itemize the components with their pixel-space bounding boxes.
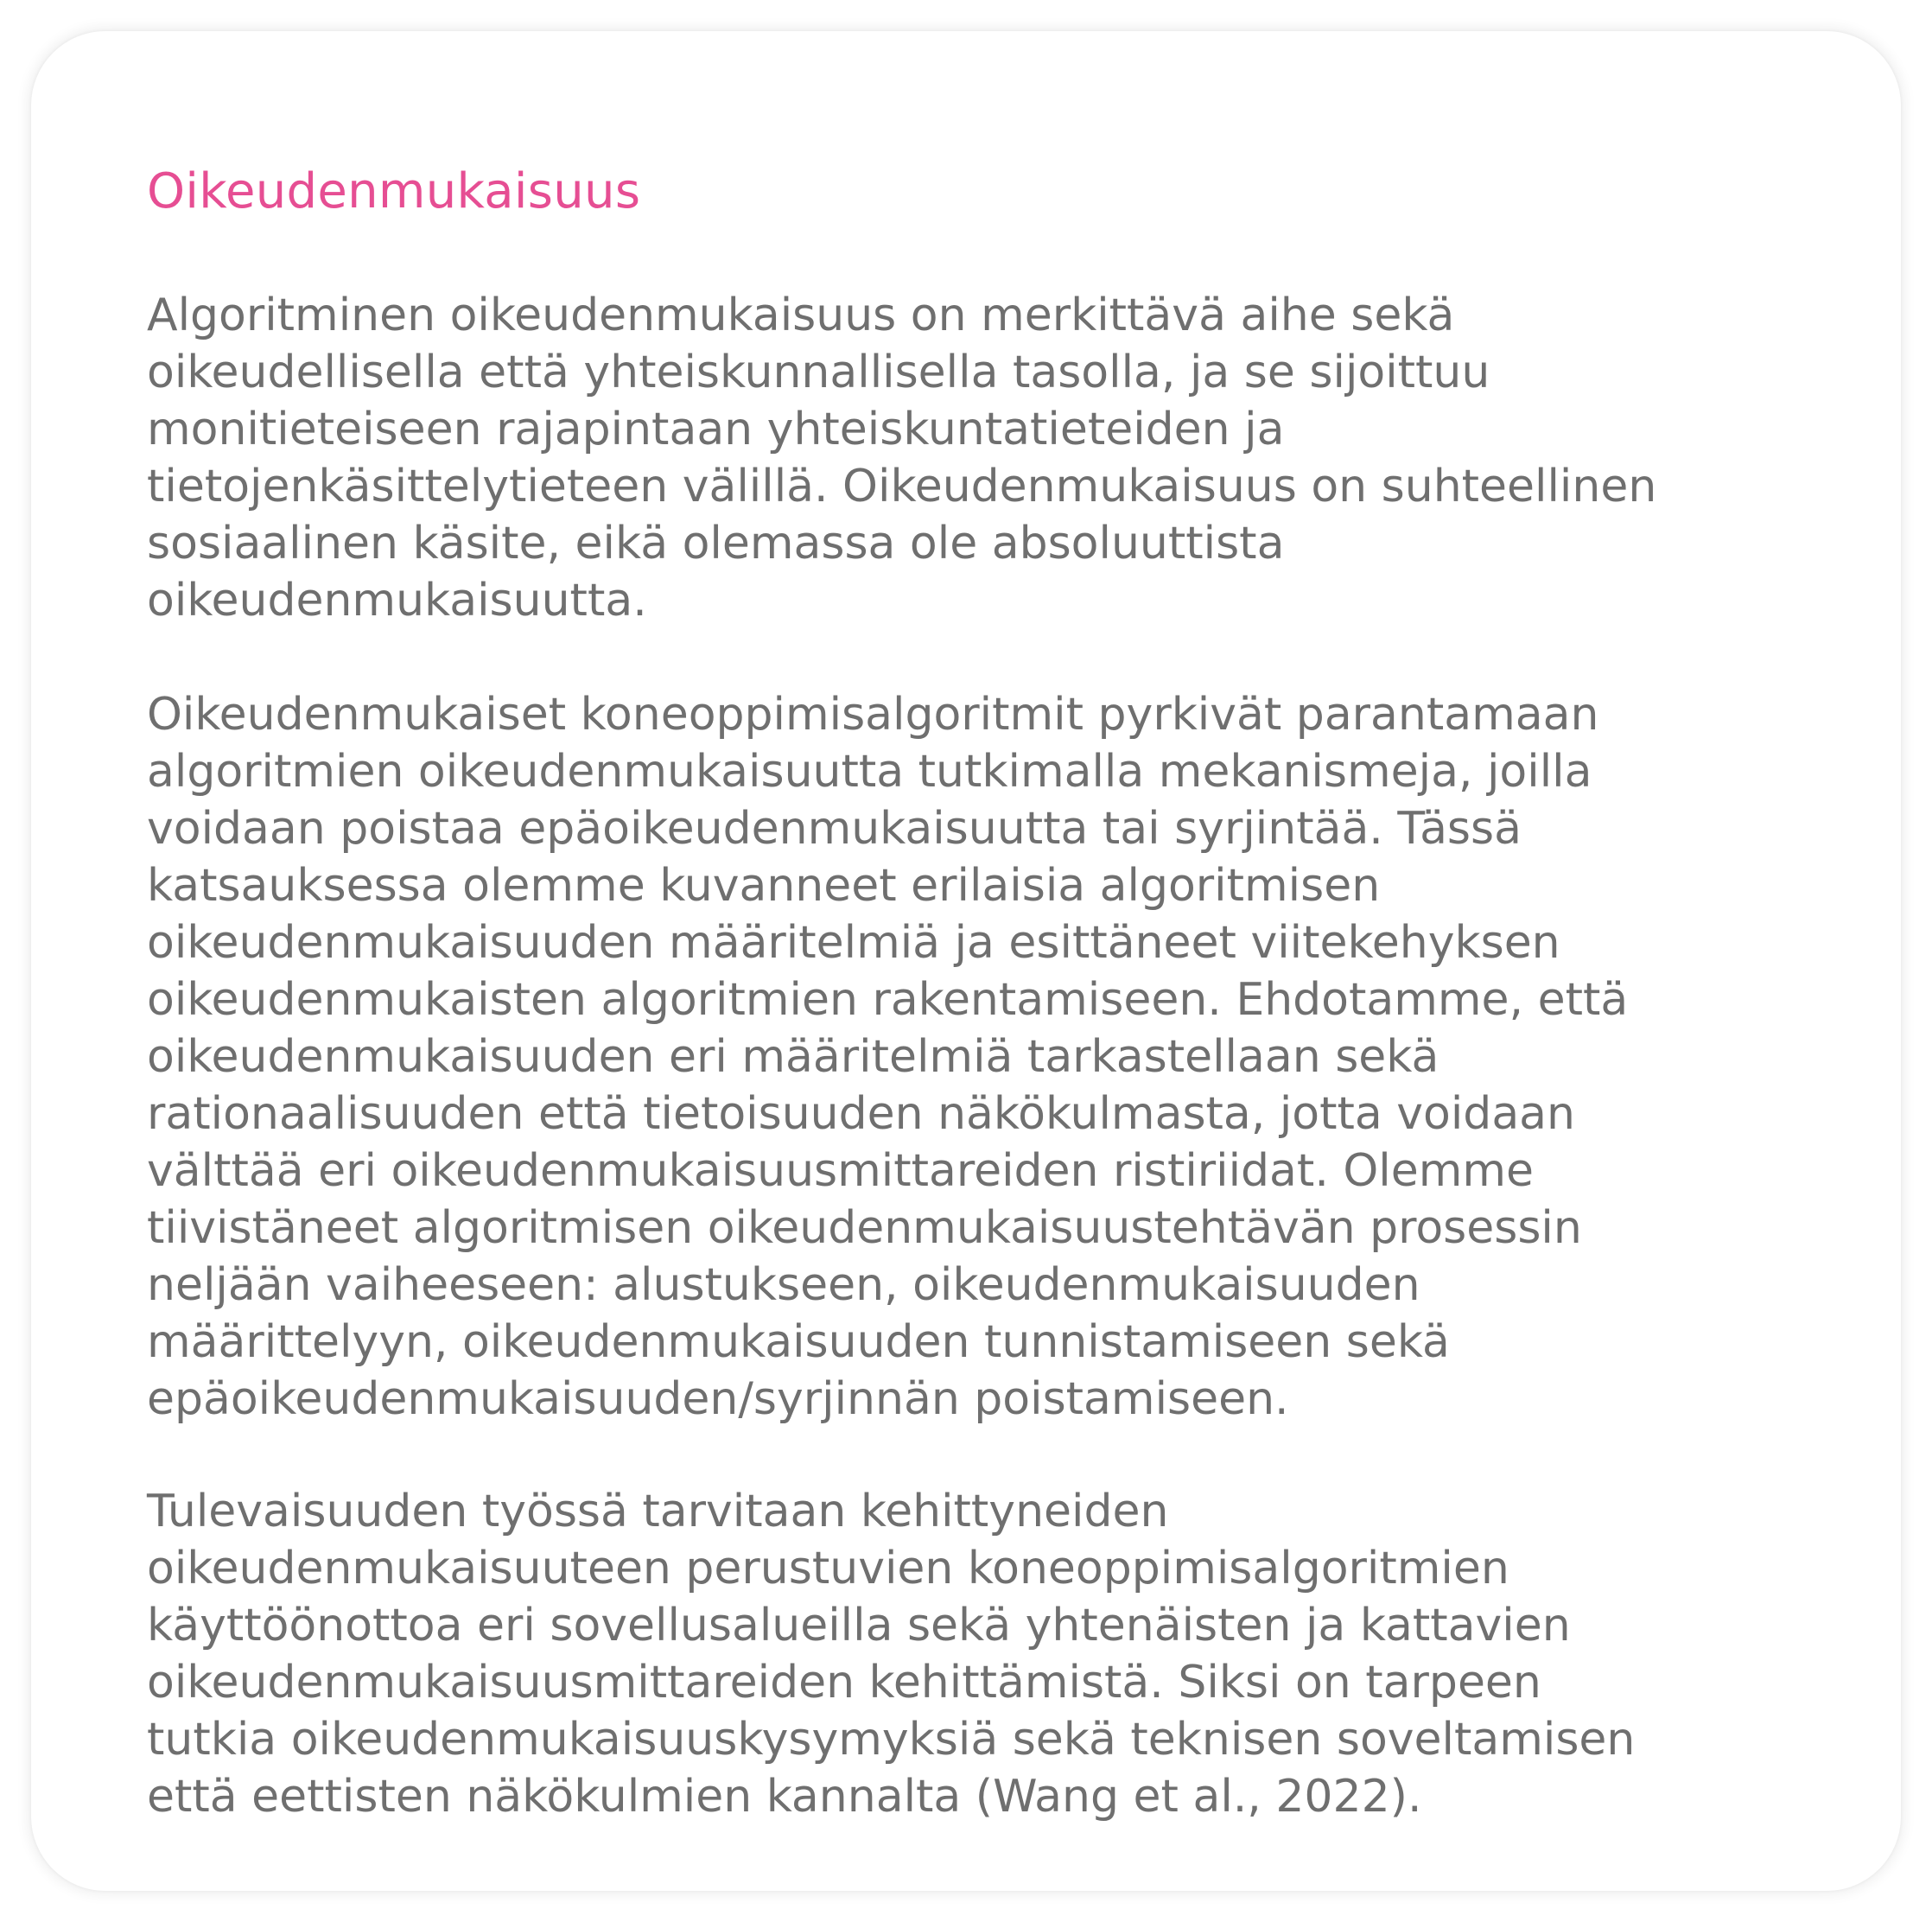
text-line: että eettisten näkökulmien kannalta (Wang et al., 2022). — [147, 1771, 1422, 1823]
card-content — [147, 161, 1814, 1823]
text-line: voidaan poistaa epäoikeudenmukaisuutta tai syrjintää. Tässä — [147, 803, 1522, 855]
paragraph-2 — [147, 686, 1628, 1428]
text-line: oikeudenmukaisuutta. — [147, 575, 647, 627]
text-line: algoritmien oikeudenmukaisuutta tutkimalla mekanismeja, joilla — [147, 746, 1592, 798]
text-line: katsauksessa olemme kuvanneet erilaisia algoritmisen — [147, 860, 1381, 912]
text-line: rationaalisuuden että tietoisuuden näkökulmasta, jotta voidaan — [147, 1088, 1576, 1140]
text-line: käyttöönottoa eri sovellusalueilla sekä yhtenäisten ja kattavien — [147, 1600, 1571, 1652]
text-line: Oikeudenmukaiset koneoppimisalgoritmit pyrkivät parantamaan — [147, 689, 1599, 741]
text-line: sosiaalinen käsite, eikä olemassa ole absoluuttista — [147, 518, 1285, 570]
paragraph-3 — [147, 1483, 1635, 1825]
text-line: tutkia oikeudenmukaisuuskysymyksiä sekä teknisen soveltamisen — [147, 1714, 1636, 1766]
text-line: oikeudellisella että yhteiskunnallisella tasolla, ja se sijoittuu — [147, 347, 1490, 398]
text-line: määrittelyyn, oikeudenmukaisuuden tunnistamiseen sekä — [147, 1316, 1450, 1368]
card-title: Oikeudenmukaisuus — [147, 163, 641, 220]
text-line: monitieteiseen rajapintaan yhteiskuntatieteiden ja — [147, 404, 1285, 455]
text-line: oikeudenmukaisuuteen perustuvien koneoppimisalgoritmien — [147, 1543, 1509, 1594]
content-card — [31, 31, 1901, 1891]
text-line: välttää eri oikeudenmukaisuusmittareiden ristiriidat. Olemme — [147, 1145, 1535, 1197]
paragraph-1 — [147, 287, 1656, 629]
text-line: oikeudenmukaisuuden eri määritelmiä tarkastellaan sekä — [147, 1031, 1439, 1083]
text-line: oikeudenmukaisuuden määritelmiä ja esittäneet viitekehyksen — [147, 917, 1560, 969]
text-line: tiivistäneet algoritmisen oikeudenmukaisuustehtävän prosessin — [147, 1202, 1582, 1254]
text-line: tietojenkäsittelytieteen välillä. Oikeudenmukaisuus on suhteellinen — [147, 461, 1657, 512]
text-line: neljään vaiheeseen: alustukseen, oikeudenmukaisuuden — [147, 1259, 1420, 1311]
text-line: oikeudenmukaisten algoritmien rakentamiseen. Ehdotamme, että — [147, 974, 1629, 1026]
text-line: Tulevaisuuden työssä tarvitaan kehittyneiden — [147, 1486, 1169, 1537]
text-line: epäoikeudenmukaisuuden/syrjinnän poistamiseen. — [147, 1373, 1289, 1425]
text-line: oikeudenmukaisuusmittareiden kehittämistä. Siksi on tarpeen — [147, 1657, 1541, 1709]
text-line: Algoritminen oikeudenmukaisuus on merkittävä aihe sekä — [147, 290, 1455, 341]
